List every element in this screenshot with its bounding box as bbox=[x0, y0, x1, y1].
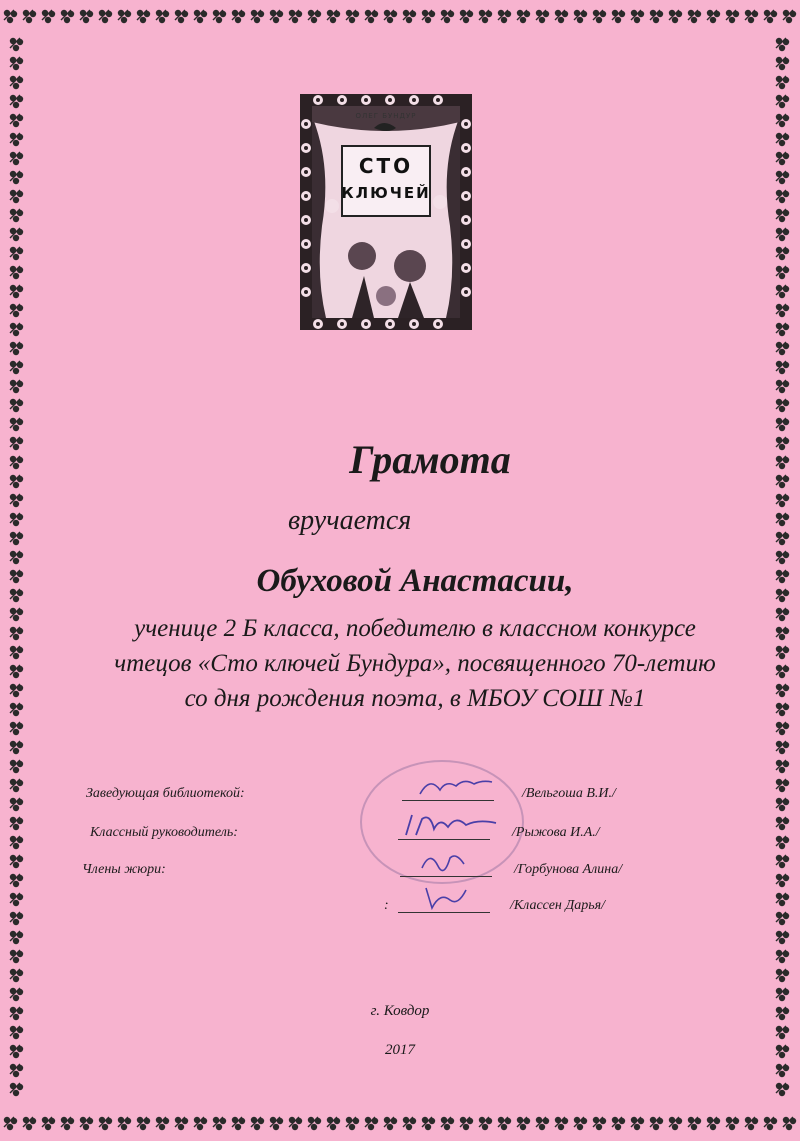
cover-title-line1: СТО bbox=[358, 154, 414, 178]
book-cover-image bbox=[300, 94, 472, 330]
presented-text: вручается bbox=[288, 505, 412, 536]
signature-role: Классный руководитель: bbox=[90, 825, 238, 840]
recipient-name: Обуховой Анастасии, bbox=[256, 563, 574, 599]
handwritten-signature bbox=[416, 772, 496, 802]
signature-name: /Классен Дарья/ bbox=[510, 898, 606, 913]
handwritten-signature bbox=[400, 809, 500, 843]
citation-line-2: чтецов «Сто ключей Бундура», посвященного 70-летию bbox=[114, 650, 716, 677]
cover-title-line2: КЛЮЧЕЙ bbox=[341, 184, 431, 202]
ornament-border-bottom bbox=[0, 1107, 800, 1141]
handwritten-signature bbox=[420, 882, 470, 914]
cover-author: ОЛЕГ БУНДУР bbox=[355, 112, 417, 120]
citation-line-3: со дня рождения поэта, в МБОУ СОШ №1 bbox=[184, 685, 646, 712]
signature-role: Заведующая библиотекой: bbox=[86, 786, 245, 801]
signature-role: Члены жюри: bbox=[82, 862, 166, 877]
citation-line-1: ученице 2 Б класса, победителю в классном конкурсе bbox=[134, 615, 696, 642]
cover-frame-flowers bbox=[300, 94, 472, 330]
year-text: 2017 bbox=[385, 1042, 415, 1058]
handwritten-signature bbox=[414, 848, 474, 882]
certificate-title: Грамота bbox=[349, 437, 511, 482]
signature-name: /Горбунова Алина/ bbox=[514, 862, 623, 877]
ornament-border-top bbox=[0, 0, 800, 34]
signature-name: /Вельгоша В.И./ bbox=[522, 786, 616, 801]
signature-name: /Рыжова И.А./ bbox=[512, 825, 600, 840]
city-text: г. Ковдор bbox=[370, 1003, 430, 1019]
signature-role: : bbox=[384, 898, 389, 913]
